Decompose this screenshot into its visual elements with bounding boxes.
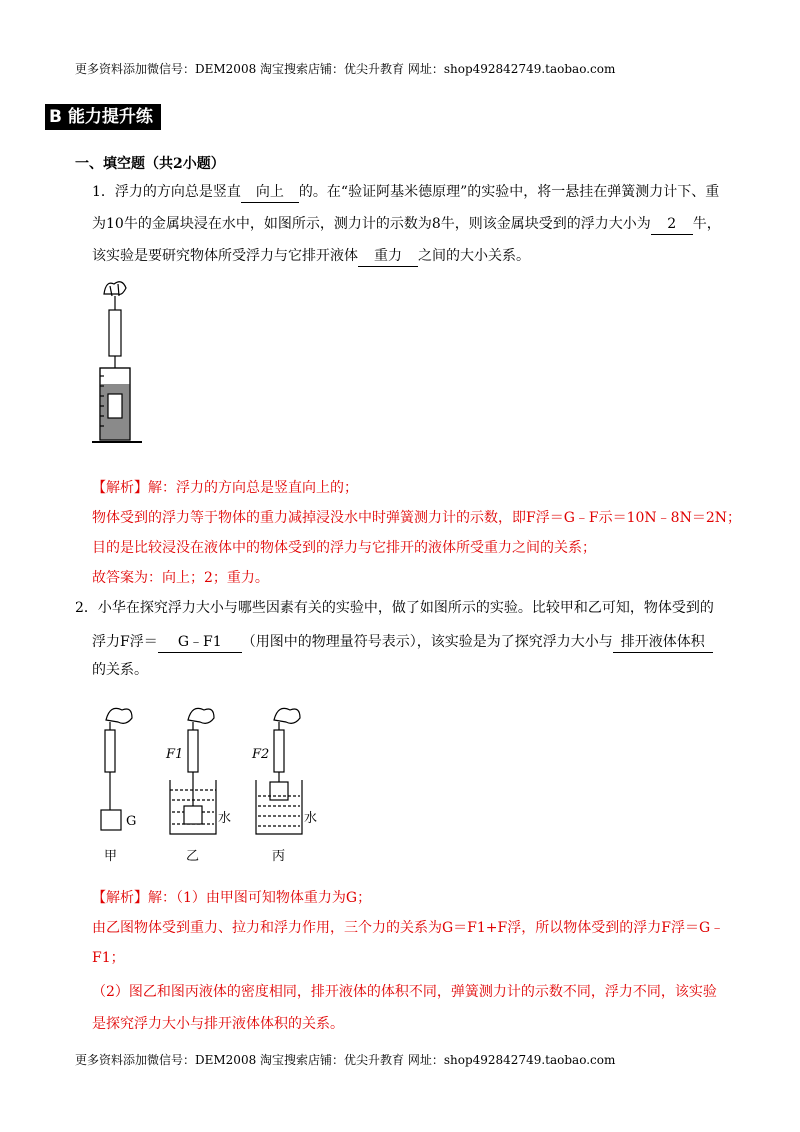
q1-figure	[92, 276, 152, 451]
q2-line-2: 浮力F浮＝ G﹣F1 （用图中的物理量符号表示），该实验是为了探究浮力大小与 排开液体体积	[92, 632, 713, 653]
q2-line-1: 2．小华在探究浮力大小与哪些因素有关的实验中，做了如图所示的实验。比较甲和乙可知，物体受到的	[75, 600, 714, 616]
q2-blank-2: 排开液体体积	[613, 632, 713, 653]
q2-blank-1: G﹣F1	[158, 632, 242, 653]
label-bing: 丙	[272, 849, 286, 864]
q2-line-3: 的关系。	[92, 662, 148, 678]
q2-analysis-2: 由乙图物体受到重力、拉力和浮力作用，三个力的关系为G＝F1+F浮，所以物体受到的浮力F浮＝G﹣	[92, 920, 725, 936]
q2-analysis-5: 是探究浮力大小与排开液体体积的关系。	[92, 1016, 344, 1032]
label-water-1: 水	[218, 811, 232, 826]
q1-line-3: 该实验是要研究物体所受浮力与它排开液体 重力 之间的大小关系。	[92, 246, 530, 267]
section-badge: B 能力提升练	[45, 104, 161, 130]
q1-blank-3: 重力	[358, 246, 418, 267]
q1-line-2: 为10牛的金属块浸在水中，如图所示，测力计的示数为8牛，则该金属块受到的浮力大小为 2 牛，	[92, 214, 721, 235]
q1-blank-2: 2	[651, 214, 693, 235]
q1-analysis-4: 故答案为：向上；2；重力。	[92, 570, 269, 586]
q2-analysis-3: F1；	[92, 950, 125, 966]
q2-analysis-1: 【解析】解：（1）由甲图可知物体重力为G；	[92, 890, 372, 906]
q1-line-1: 1．浮力的方向总是竖直 向上 的。在“验证阿基米德原理”的实验中，将一悬挂在弹簧测力计下、重	[92, 182, 719, 203]
label-G: G	[126, 814, 137, 829]
label-jia: 甲	[104, 849, 118, 864]
page-footer: 更多资料添加微信号：DEM2008 淘宝搜索店铺：优尖升教育 网址：shop492842749.taobao.com	[75, 1053, 616, 1067]
label-F2: F2	[252, 747, 270, 762]
q1-analysis-3: 目的是比较浸没在液体中的物体受到的浮力与它排开的液体所受重力之间的关系；	[92, 540, 596, 556]
q1-analysis-1: 【解析】解：浮力的方向总是竖直向上的；	[92, 480, 358, 496]
q1-blank-1: 向上	[241, 182, 299, 203]
q1-analysis-2: 物体受到的浮力等于物体的重力减掉浸没水中时弹簧测力计的示数，即F浮＝G﹣F示＝10N﹣8N＝2N；	[92, 510, 741, 526]
label-F1: F1	[166, 747, 184, 762]
label-water-2: 水	[304, 811, 318, 826]
label-yi: 乙	[186, 849, 200, 864]
q2-analysis-4: （2）图乙和图丙液体的密度相同，排开液体的体积不同，弹簧测力计的示数不同，浮力不同，该实验	[92, 984, 717, 1000]
section-title: 一、填空题（共2小题）	[75, 156, 225, 172]
q2-figure	[92, 700, 332, 870]
page-header: 更多资料添加微信号：DEM2008 淘宝搜索店铺：优尖升教育 网址：shop492842749.taobao.com	[75, 62, 616, 76]
